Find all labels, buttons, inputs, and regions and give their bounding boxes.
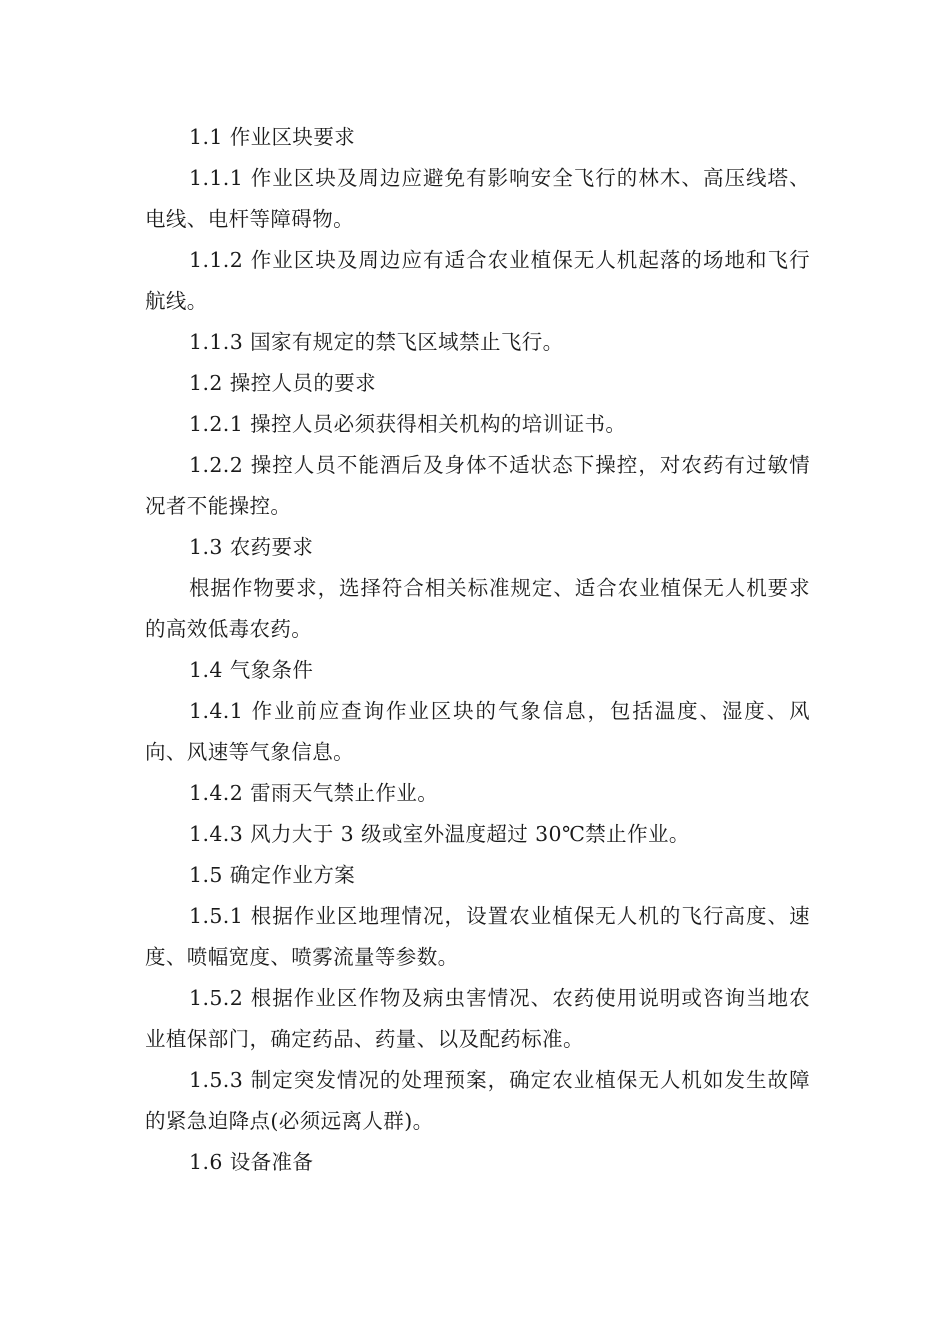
document-body (145, 117, 810, 1183)
clause-1-4-3: 1.4.3 风力大于 3 级或室外温度超过 30℃禁止作业。 (189, 822, 690, 846)
clause-1-5-2: 1.5.2 根据作业区作物及病虫害情况、农药使用说明或咨询当地农业植保部门，确定药品、药量、以及配药标准。 (145, 986, 810, 1051)
clause-1-5-3: 1.5.3 制定突发情况的处理预案，确定农业植保无人机如发生故障的紧急迫降点(必须远离人群)。 (145, 1068, 810, 1133)
section-heading-1-6: 1.6 设备准备 (189, 1150, 314, 1174)
section-heading-1-5: 1.5 确定作业方案 (189, 863, 356, 887)
clause-1-4-1: 1.4.1 作业前应查询作业区块的气象信息，包括温度、湿度、风向、风速等气象信息。 (145, 699, 810, 764)
section-heading-1-1: 1.1 作业区块要求 (189, 125, 356, 149)
section-heading-1-4: 1.4 气象条件 (189, 658, 314, 682)
clause-1-1-1: 1.1.1 作业区块及周边应避免有影响安全飞行的林木、高压线塔、电线、电杆等障碍物。 (145, 166, 810, 231)
clause-1-2-2: 1.2.2 操控人员不能酒后及身体不适状态下操控，对农药有过敏情况者不能操控。 (145, 453, 810, 518)
clause-1-5-1: 1.5.1 根据作业区地理情况，设置农业植保无人机的飞行高度、速度、喷幅宽度、喷雾流量等参数。 (145, 904, 810, 969)
pesticide-requirement-text: 根据作物要求，选择符合相关标准规定、适合农业植保无人机要求的高效低毒农药。 (145, 576, 810, 641)
clause-1-4-2: 1.4.2 雷雨天气禁止作业。 (189, 781, 439, 805)
clause-1-2-1: 1.2.1 操控人员必须获得相关机构的培训证书。 (189, 412, 627, 436)
clause-1-1-3: 1.1.3 国家有规定的禁飞区域禁止飞行。 (189, 330, 564, 354)
section-heading-1-3: 1.3 农药要求 (189, 535, 314, 559)
clause-1-1-2: 1.1.2 作业区块及周边应有适合农业植保无人机起落的场地和飞行航线。 (145, 248, 810, 313)
section-heading-1-2: 1.2 操控人员的要求 (189, 371, 377, 395)
